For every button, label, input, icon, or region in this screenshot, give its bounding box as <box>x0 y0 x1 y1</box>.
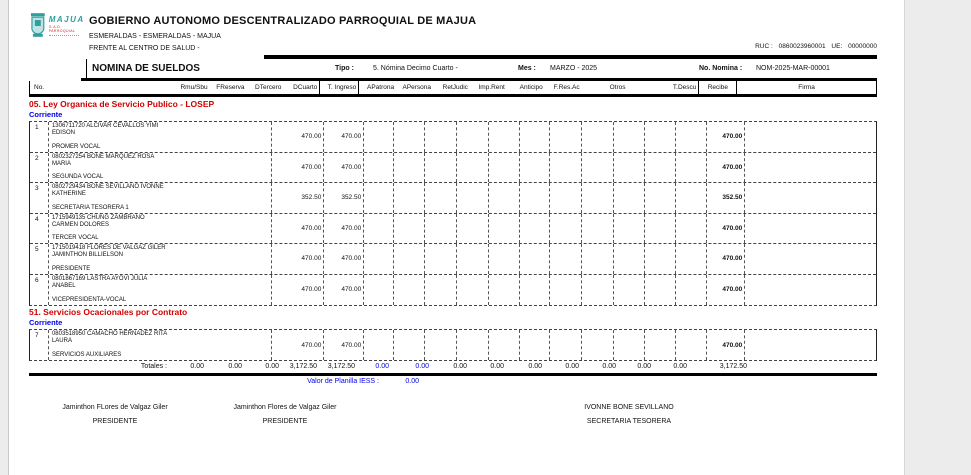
signature-block <box>205 404 365 425</box>
total-anticipo: 0.00 <box>528 363 542 370</box>
employee-cell <box>48 183 271 213</box>
table-row <box>30 122 876 153</box>
employee-id-name: 1715949135 CHUNG ZAMBRANO CARMEN DOLORES <box>51 214 145 228</box>
empty-cell <box>363 275 393 306</box>
empty-cell <box>613 122 644 152</box>
ruc-value: 0860023960001 <box>778 43 826 50</box>
empty-cell <box>456 275 488 306</box>
row-number: 7 <box>35 332 39 339</box>
nomina-number-label: No. Nomina : <box>699 65 743 72</box>
empty-cell <box>613 153 644 183</box>
col-no: No. <box>34 84 45 91</box>
firma-cell <box>744 275 876 306</box>
col-imp-rent: Imp.Rent <box>478 84 505 91</box>
empty-cell <box>363 330 393 360</box>
total-t-ingreso: 3,172.50 <box>327 363 355 370</box>
document-title: NOMINA DE SUELDOS <box>92 63 200 74</box>
col-recibe: Recibe <box>698 81 737 94</box>
row-number: 6 <box>35 276 39 284</box>
empty-cell <box>519 183 549 213</box>
col-freserva: FReserva <box>216 84 245 91</box>
empty-cell <box>675 122 706 152</box>
total-apatrona: 0.00 <box>375 363 389 370</box>
logo-rule <box>49 35 79 37</box>
logo-text: MAJUA <box>48 15 85 24</box>
employee-position: SEGUNDA VOCAL <box>51 174 104 180</box>
empty-cell <box>549 275 581 306</box>
empty-cell <box>675 275 706 306</box>
employee-id-name: 1715019418 FLORES DE VALGAZ GILER JAMINTHON BILLIELSON <box>51 245 166 258</box>
payroll-table <box>29 121 877 306</box>
empty-cell <box>519 330 549 360</box>
table-row <box>30 214 876 245</box>
employee-id-name: 0802729434 BONE SEVILLANO IVONNE KATHERINE <box>51 184 164 197</box>
empty-cell <box>519 275 549 306</box>
empty-cell <box>393 330 424 360</box>
org-name: GOBIERNO AUTONOMO DESCENTRALIZADO PARROQUIAL DE MAJUA <box>89 15 477 27</box>
nomina-number-value: NOM-2025-MAR-00001 <box>756 65 830 72</box>
employee-id-name: 0801867169 LASTRA AYOVI JULIA ANABEL <box>51 275 147 289</box>
iess-value: 0.00 <box>405 378 419 385</box>
divider-bar <box>29 94 877 97</box>
col-otros: Otros <box>609 84 626 91</box>
empty-cell <box>363 183 393 213</box>
recibe-value: 470.00 <box>706 153 744 183</box>
recibe-value: 352.50 <box>706 183 744 213</box>
empty-cell <box>613 183 644 213</box>
firma-cell <box>744 183 876 213</box>
employee-cell <box>48 122 271 152</box>
table-row <box>30 330 876 360</box>
empty-cell <box>488 214 519 244</box>
empty-cell <box>488 330 519 360</box>
empty-cell <box>613 214 644 244</box>
recibe-value: 470.00 <box>706 122 744 152</box>
employee-id-name: 0803518950 CAMACHO HERNADEZ RITA LAURA <box>51 331 167 344</box>
signature-block <box>549 404 709 425</box>
table-row <box>30 275 876 306</box>
t-ingreso-value: 470.00 <box>323 275 363 306</box>
org-address: FRENTE AL CENTRO DE SALUD - <box>89 45 200 52</box>
col-t-ingreso: T. Ingreso <box>319 81 359 94</box>
firma-cell <box>744 214 876 244</box>
employee-id-name: 0802327254 BONE MARQUEZ ROSA MARIA <box>51 153 155 167</box>
signature-name: Jaminthon FLores de Valgaz Giler <box>62 404 168 411</box>
empty-cell <box>488 275 519 306</box>
total-imp-rent: 0.00 <box>490 363 504 370</box>
dcuarto-value: 470.00 <box>271 153 323 183</box>
empty-cell <box>549 214 581 244</box>
t-ingreso-value: 470.00 <box>323 330 363 360</box>
col-apatrona: APatrona <box>367 84 395 91</box>
signature-title: PRESIDENTE <box>92 418 138 425</box>
t-ingreso-value: 470.00 <box>323 244 363 274</box>
dcuarto-value: 470.00 <box>271 122 323 152</box>
divider-bar <box>264 55 877 59</box>
employee-cell <box>48 244 271 274</box>
title-row-divider <box>86 59 87 78</box>
table-column-headers <box>29 81 877 94</box>
table-row <box>30 183 876 214</box>
mes-value: MARZO - 2025 <box>550 65 598 72</box>
empty-cell <box>488 183 519 213</box>
dcuarto-value: 470.00 <box>271 214 323 244</box>
empty-cell <box>549 153 581 183</box>
total-retjudic: 0.00 <box>453 363 467 370</box>
empty-cell <box>613 244 644 274</box>
empty-cell <box>393 183 424 213</box>
firma-cell <box>744 122 876 152</box>
empty-cell <box>644 330 676 360</box>
section-subtitle: Corriente <box>29 318 63 327</box>
t-ingreso-value: 352.50 <box>323 183 363 213</box>
dcuarto-value: 470.00 <box>271 330 323 360</box>
empty-cell <box>519 244 549 274</box>
empty-cell <box>424 153 456 183</box>
signature-title: PRESIDENTE <box>262 418 308 425</box>
empty-cell <box>363 122 393 152</box>
totals-label: Totales : <box>140 363 167 370</box>
total-f-res-ac: 0.00 <box>565 363 579 370</box>
empty-cell <box>613 330 644 360</box>
firma-cell <box>744 244 876 274</box>
empty-cell <box>675 244 706 274</box>
signature-name: IVONNE BONE SEVILLANO <box>584 404 674 411</box>
employee-cell <box>48 153 271 183</box>
ruc-label: RUC : <box>755 43 773 50</box>
row-number: 1 <box>35 124 39 131</box>
empty-cell <box>675 214 706 244</box>
empty-cell <box>644 183 676 213</box>
row-number: 3 <box>35 185 39 192</box>
divider-bar <box>29 373 877 376</box>
empty-cell <box>424 330 456 360</box>
empty-cell <box>549 183 581 213</box>
empty-cell <box>424 122 456 152</box>
total-otros: 0.00 <box>602 363 616 370</box>
empty-cell <box>581 183 613 213</box>
empty-cell <box>488 122 519 152</box>
employee-position: PROMER VOCAL <box>51 143 101 150</box>
total-recibe: 3,172.50 <box>719 363 747 370</box>
total-dtercero: 0.00 <box>265 363 279 370</box>
signature-title: SECRETARIA TESORERA <box>586 418 672 425</box>
org-location: ESMERALDAS - ESMERALDAS - MAJUA <box>89 33 221 40</box>
empty-cell <box>456 153 488 183</box>
dcuarto-value: 352.50 <box>271 183 323 213</box>
firma-cell <box>744 330 876 360</box>
empty-cell <box>549 244 581 274</box>
employee-cell <box>48 214 271 244</box>
employee-position: PRESIDENTE <box>51 265 91 272</box>
section-title: 05. Ley Organica de Servicio Publico - LOSEP <box>29 99 215 109</box>
empty-cell <box>456 244 488 274</box>
empty-cell <box>675 183 706 213</box>
empty-cell <box>613 275 644 306</box>
employee-cell <box>48 275 271 306</box>
empty-cell <box>519 214 549 244</box>
row-number: 5 <box>35 246 39 253</box>
empty-cell <box>581 244 613 274</box>
empty-cell <box>519 153 549 183</box>
empty-cell <box>456 330 488 360</box>
empty-cell <box>456 122 488 152</box>
recibe-value: 470.00 <box>706 244 744 274</box>
empty-cell <box>581 330 613 360</box>
empty-cell <box>393 244 424 274</box>
total-dcuarto: 3,172.50 <box>289 363 317 370</box>
empty-cell <box>675 153 706 183</box>
empty-cell <box>393 153 424 183</box>
empty-cell <box>581 122 613 152</box>
t-ingreso-value: 470.00 <box>323 122 363 152</box>
table-row <box>30 153 876 184</box>
empty-cell <box>456 214 488 244</box>
empty-cell <box>581 153 613 183</box>
empty-cell <box>549 122 581 152</box>
employee-cell <box>48 330 271 360</box>
totals-row <box>29 360 877 373</box>
ue-label: UE: <box>831 43 843 50</box>
ruc-line <box>509 43 877 50</box>
empty-cell <box>519 122 549 152</box>
row-number: 4 <box>35 215 39 223</box>
document-page <box>8 0 905 475</box>
table-row <box>30 244 876 275</box>
empty-cell <box>424 214 456 244</box>
empty-cell <box>644 214 676 244</box>
empty-cell <box>644 122 676 152</box>
tipo-label: Tipo : <box>335 65 354 72</box>
payroll-table <box>29 329 877 361</box>
recibe-value: 470.00 <box>706 275 744 306</box>
col-firma: Firma <box>798 84 815 91</box>
empty-cell <box>424 244 456 274</box>
total-rmu-sbu: 0.00 <box>190 363 204 370</box>
empty-cell <box>644 153 676 183</box>
mes-label: Mes : <box>518 65 536 72</box>
total-t-descu: 0.00 <box>673 363 687 370</box>
col-anticipo: Anticipo <box>519 84 543 91</box>
signature-name: Jaminthon Flores de Valgaz Giler <box>233 404 337 411</box>
empty-cell <box>644 275 676 306</box>
t-ingreso-value: 470.00 <box>323 153 363 183</box>
crest-icon <box>29 12 47 38</box>
empty-cell <box>456 183 488 213</box>
empty-cell <box>363 214 393 244</box>
iess-label: Valor de Planilla IESS : <box>307 378 379 385</box>
empty-cell <box>581 214 613 244</box>
empty-cell <box>424 275 456 306</box>
empty-cell <box>363 244 393 274</box>
col-f-res-ac: F.Res.Ac <box>553 84 580 91</box>
firma-cell <box>744 153 876 183</box>
employee-position: VICEPRESIDENTA-VOCAL <box>51 297 127 303</box>
empty-cell <box>393 214 424 244</box>
total-apersona: 0.00 <box>415 363 429 370</box>
total-extra: 0.00 <box>637 363 651 370</box>
empty-cell <box>581 275 613 306</box>
col-dcuarto: DCuarto <box>293 84 318 91</box>
employee-position: SERVICIOS AUXILIARES <box>51 352 122 358</box>
empty-cell <box>488 153 519 183</box>
recibe-value: 470.00 <box>706 214 744 244</box>
logo-subtext: G.A.D. PARROQUIAL <box>48 25 76 33</box>
dcuarto-value: 470.00 <box>271 275 323 306</box>
ue-value: 00000000 <box>848 43 877 50</box>
section-subtitle: Corriente <box>29 110 63 119</box>
empty-cell <box>549 330 581 360</box>
t-ingreso-value: 470.00 <box>323 214 363 244</box>
empty-cell <box>393 275 424 306</box>
dcuarto-value: 470.00 <box>271 244 323 274</box>
section-title: 51. Servicios Ocacionales por Contrato <box>29 307 188 317</box>
col-apersona: APersona <box>402 84 432 91</box>
signature-block <box>35 404 195 425</box>
empty-cell <box>488 244 519 274</box>
tipo-value: 5. Nómina Decimo Cuarto - <box>373 65 458 72</box>
empty-cell <box>363 153 393 183</box>
col-retjudic: RetJudic <box>442 84 468 91</box>
employee-id-name: 1306711720 ALCIVAR CEVALLOS YIMI EDISON <box>51 123 159 136</box>
empty-cell <box>675 330 706 360</box>
empty-cell <box>644 244 676 274</box>
col-dtercero: DTercero <box>255 84 282 91</box>
empty-cell <box>393 122 424 152</box>
employee-position: SECRETARIA TESORERA 1 <box>51 204 129 211</box>
col-rmu-sbu: Rmu/Sbu <box>180 84 208 91</box>
row-number: 2 <box>35 154 39 162</box>
recibe-value: 470.00 <box>706 330 744 360</box>
employee-position: TERCER VOCAL <box>51 235 99 241</box>
total-freserva: 0.00 <box>228 363 242 370</box>
col-t-descu: T.Descu <box>672 84 697 91</box>
empty-cell <box>424 183 456 213</box>
majua-logo <box>29 12 89 46</box>
